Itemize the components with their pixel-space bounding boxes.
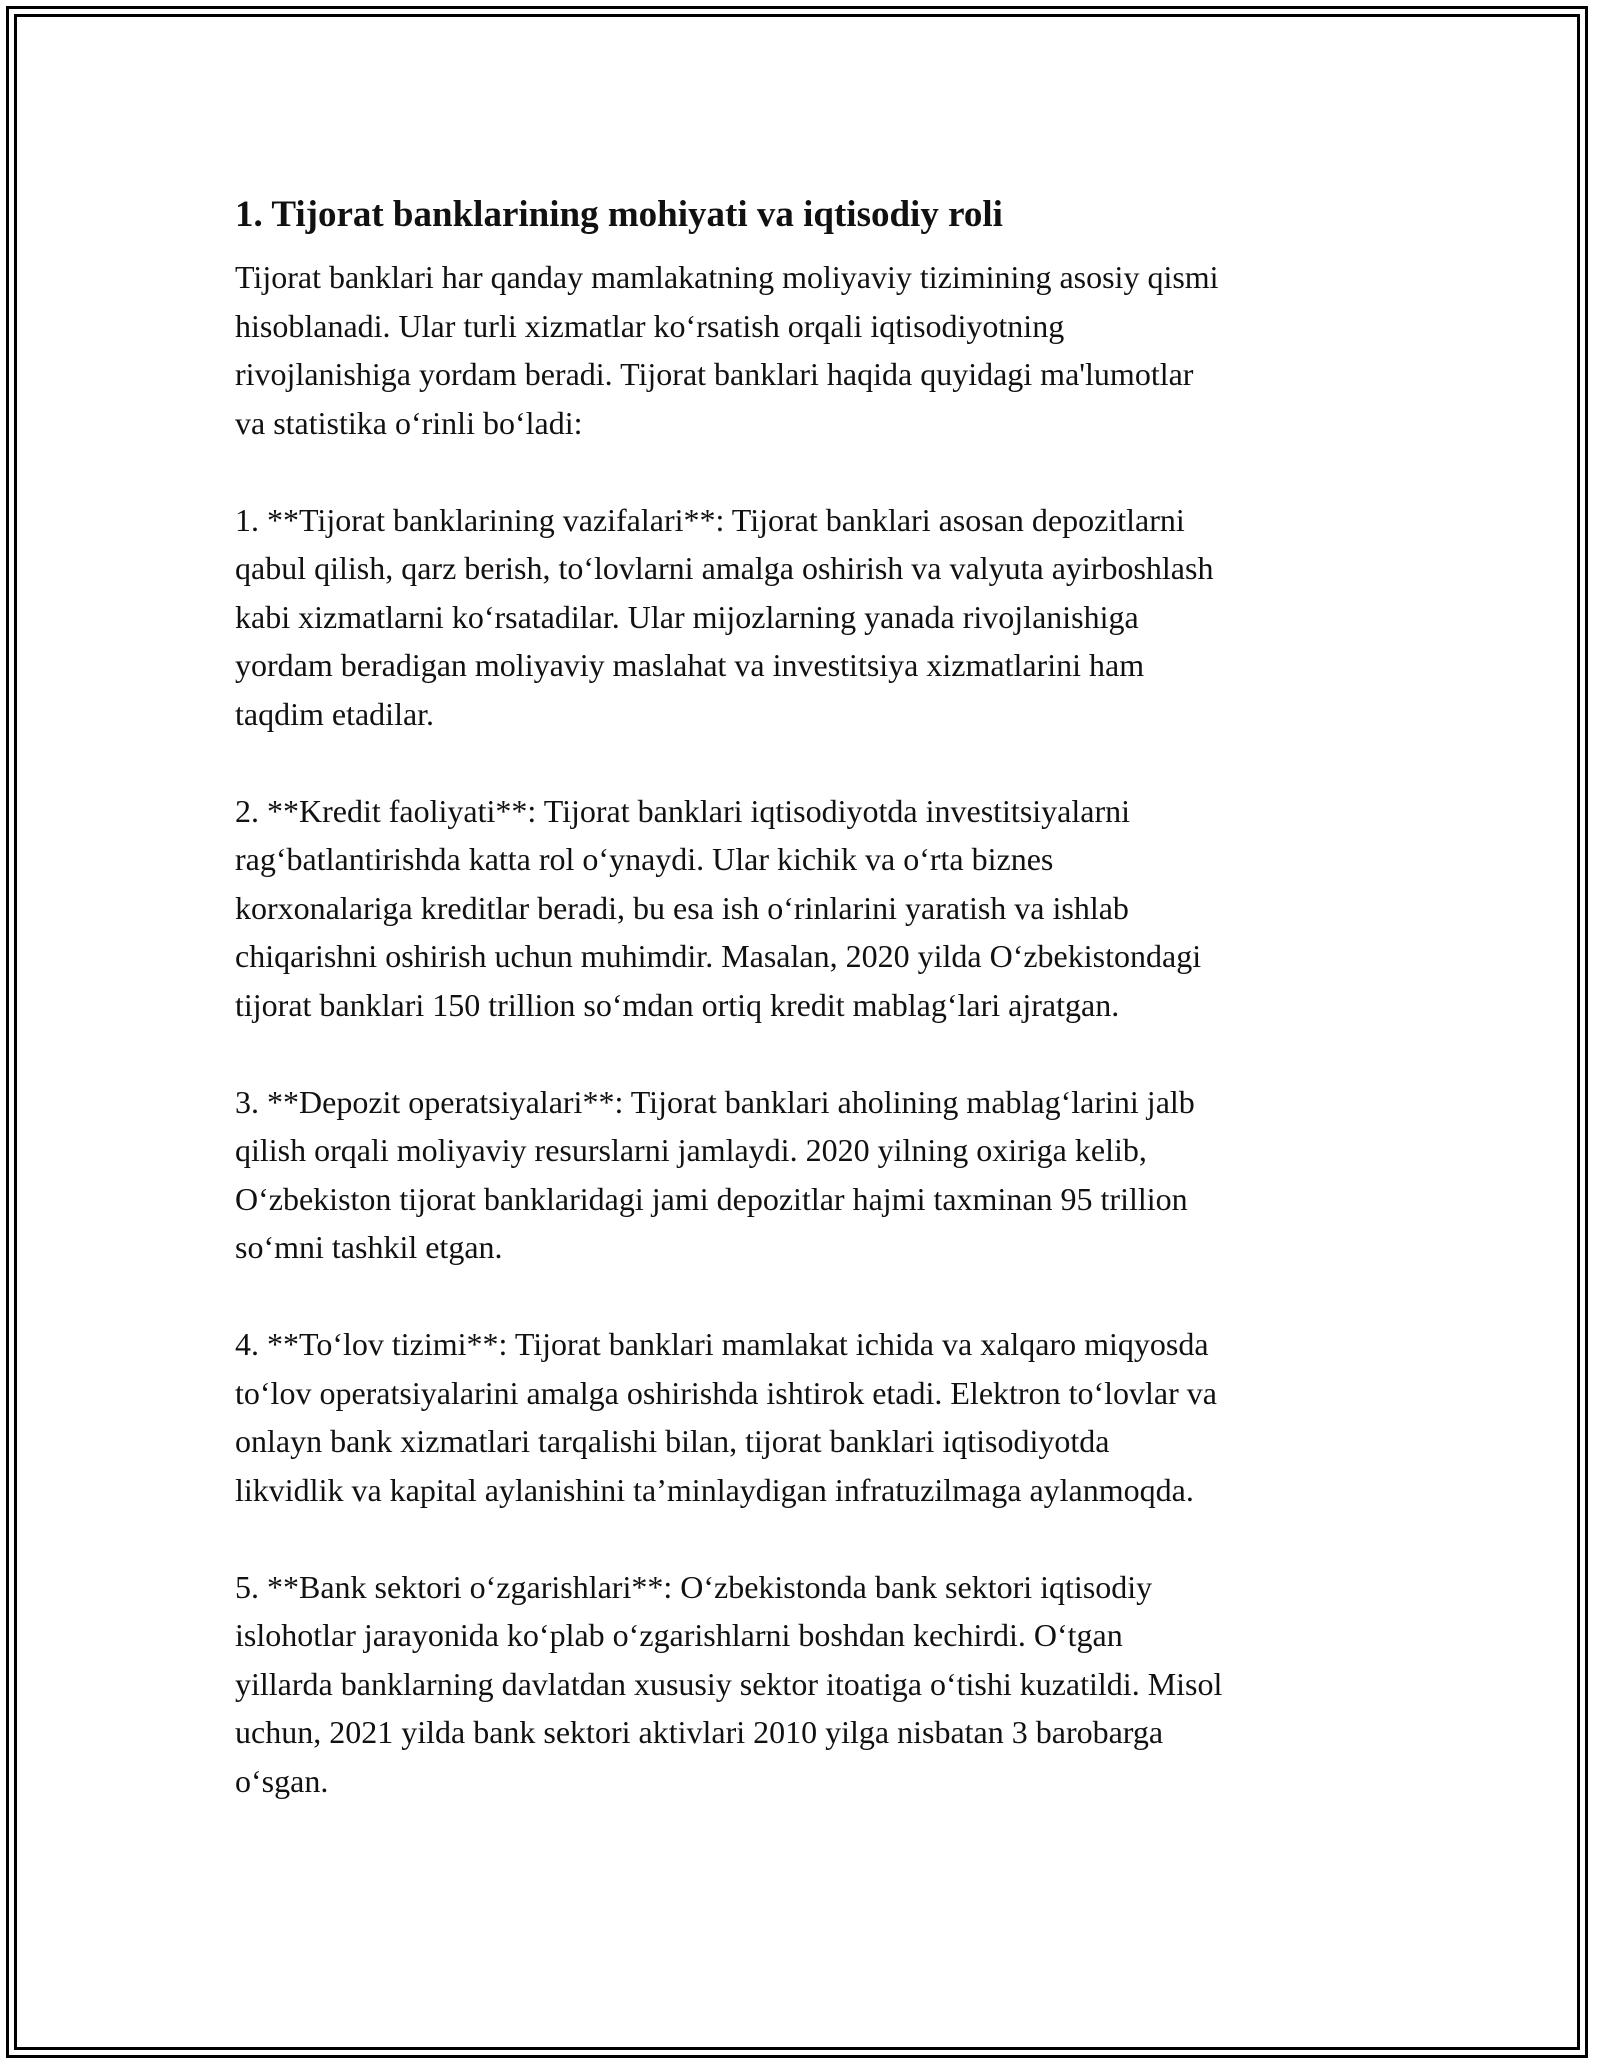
text-line: tijorat banklari 150 trillion so‘mdan ortiq kredit mablag‘lari ajratgan. bbox=[235, 986, 1120, 1023]
text-line: rag‘batlantirishda katta rol o‘ynaydi. Ular kichik va o‘rta biznes bbox=[235, 841, 1054, 877]
text-line: onlayn bank xizmatlari tarqalishi bilan, tijorat banklari iqtisodiyotda bbox=[235, 1423, 1110, 1459]
text-line: to‘lov operatsiyalarini amalga oshirishda ishtirok etadi. Elektron to‘lovlar va bbox=[235, 1374, 1217, 1411]
section-heading: 1. Tijorat banklarining mohiyati va iqtisodiy roli bbox=[235, 194, 1003, 235]
paragraph-list bbox=[235, 253, 1385, 1805]
text-line: qilish orqali moliyaviy resurslarni jamlaydi. 2020 yilning oxiriga kelib, bbox=[235, 1132, 1147, 1168]
text-line: va statistika o‘rinli bo‘ladi: bbox=[235, 404, 583, 441]
text-line: o‘sgan. bbox=[235, 1762, 329, 1799]
paragraph bbox=[235, 1320, 1385, 1514]
text-line: kabi xizmatlarni ko‘rsatadilar. Ular mijozlarning yanada rivojlanishiga bbox=[235, 598, 1139, 635]
text-line: 3. **Depozit operatsiyalari**: Tijorat banklari aholining mablag‘larini jalb bbox=[235, 1083, 1195, 1120]
text-line: rivojlanishiga yordam beradi. Tijorat banklari haqida quyidagi ma'lumotlar bbox=[235, 356, 1194, 392]
text-line: korxonalariga kreditlar beradi, bu esa ish o‘rinlarini yaratish va ishlab bbox=[235, 889, 1129, 926]
text-line: taqdim etadilar. bbox=[235, 695, 435, 732]
text-line: yordam beradigan moliyaviy maslahat va investitsiya xizmatlarini ham bbox=[235, 647, 1145, 683]
text-line: 2. **Kredit faoliyati**: Tijorat banklari iqtisodiyotda investitsiyalarni bbox=[235, 792, 1130, 829]
text-line: hisoblanadi. Ular turli xizmatlar ko‘rsatish orqali iqtisodiyotning bbox=[235, 307, 1065, 344]
text-line: so‘mni tashkil etgan. bbox=[235, 1229, 503, 1265]
text-line: likvidlik va kapital aylanishini ta’minlaydigan infratuzilmaga aylanmoqda. bbox=[235, 1471, 1194, 1508]
text-line: O‘zbekiston tijorat banklaridagi jami depozitlar hajmi taxminan 95 trillion bbox=[235, 1180, 1188, 1217]
text-line: yillarda banklarning davlatdan xususiy sektor itoatiga o‘tishi kuzatildi. Misol bbox=[235, 1665, 1223, 1702]
document-body bbox=[235, 185, 1385, 1854]
paragraph bbox=[235, 1563, 1385, 1806]
text-line: uchun, 2021 yilda bank sektori aktivlari 2010 yilga nisbatan 3 barobarga bbox=[235, 1714, 1164, 1750]
paragraph bbox=[235, 253, 1385, 447]
paragraph bbox=[235, 496, 1385, 739]
paragraph bbox=[235, 1078, 1385, 1272]
text-line: islohotlar jarayonida ko‘plab o‘zgarishlarni boshdan kechirdi. O‘tgan bbox=[235, 1617, 1123, 1653]
text-line: qabul qilish, qarz berish, to‘lovlarni amalga oshirish va valyuta ayirboshlash bbox=[235, 550, 1214, 586]
text-line: 1. **Tijorat banklarining vazifalari**: Tijorat banklari asosan depozitlarni bbox=[235, 501, 1185, 538]
text-line: 4. **To‘lov tizimi**: Tijorat banklari mamlakat ichida va xalqaro miqyosda bbox=[235, 1326, 1209, 1362]
paragraph bbox=[235, 787, 1385, 1030]
text-line: 5. **Bank sektori o‘zgarishlari**: O‘zbekistonda bank sektori iqtisodiy bbox=[235, 1568, 1153, 1605]
text-line: chiqarishni oshirish uchun muhimdir. Masalan, 2020 yilda O‘zbekistondagi bbox=[235, 938, 1202, 974]
text-line: Tijorat banklari har qanday mamlakatning moliyaviy tizimining asosiy qismi bbox=[235, 259, 1219, 295]
